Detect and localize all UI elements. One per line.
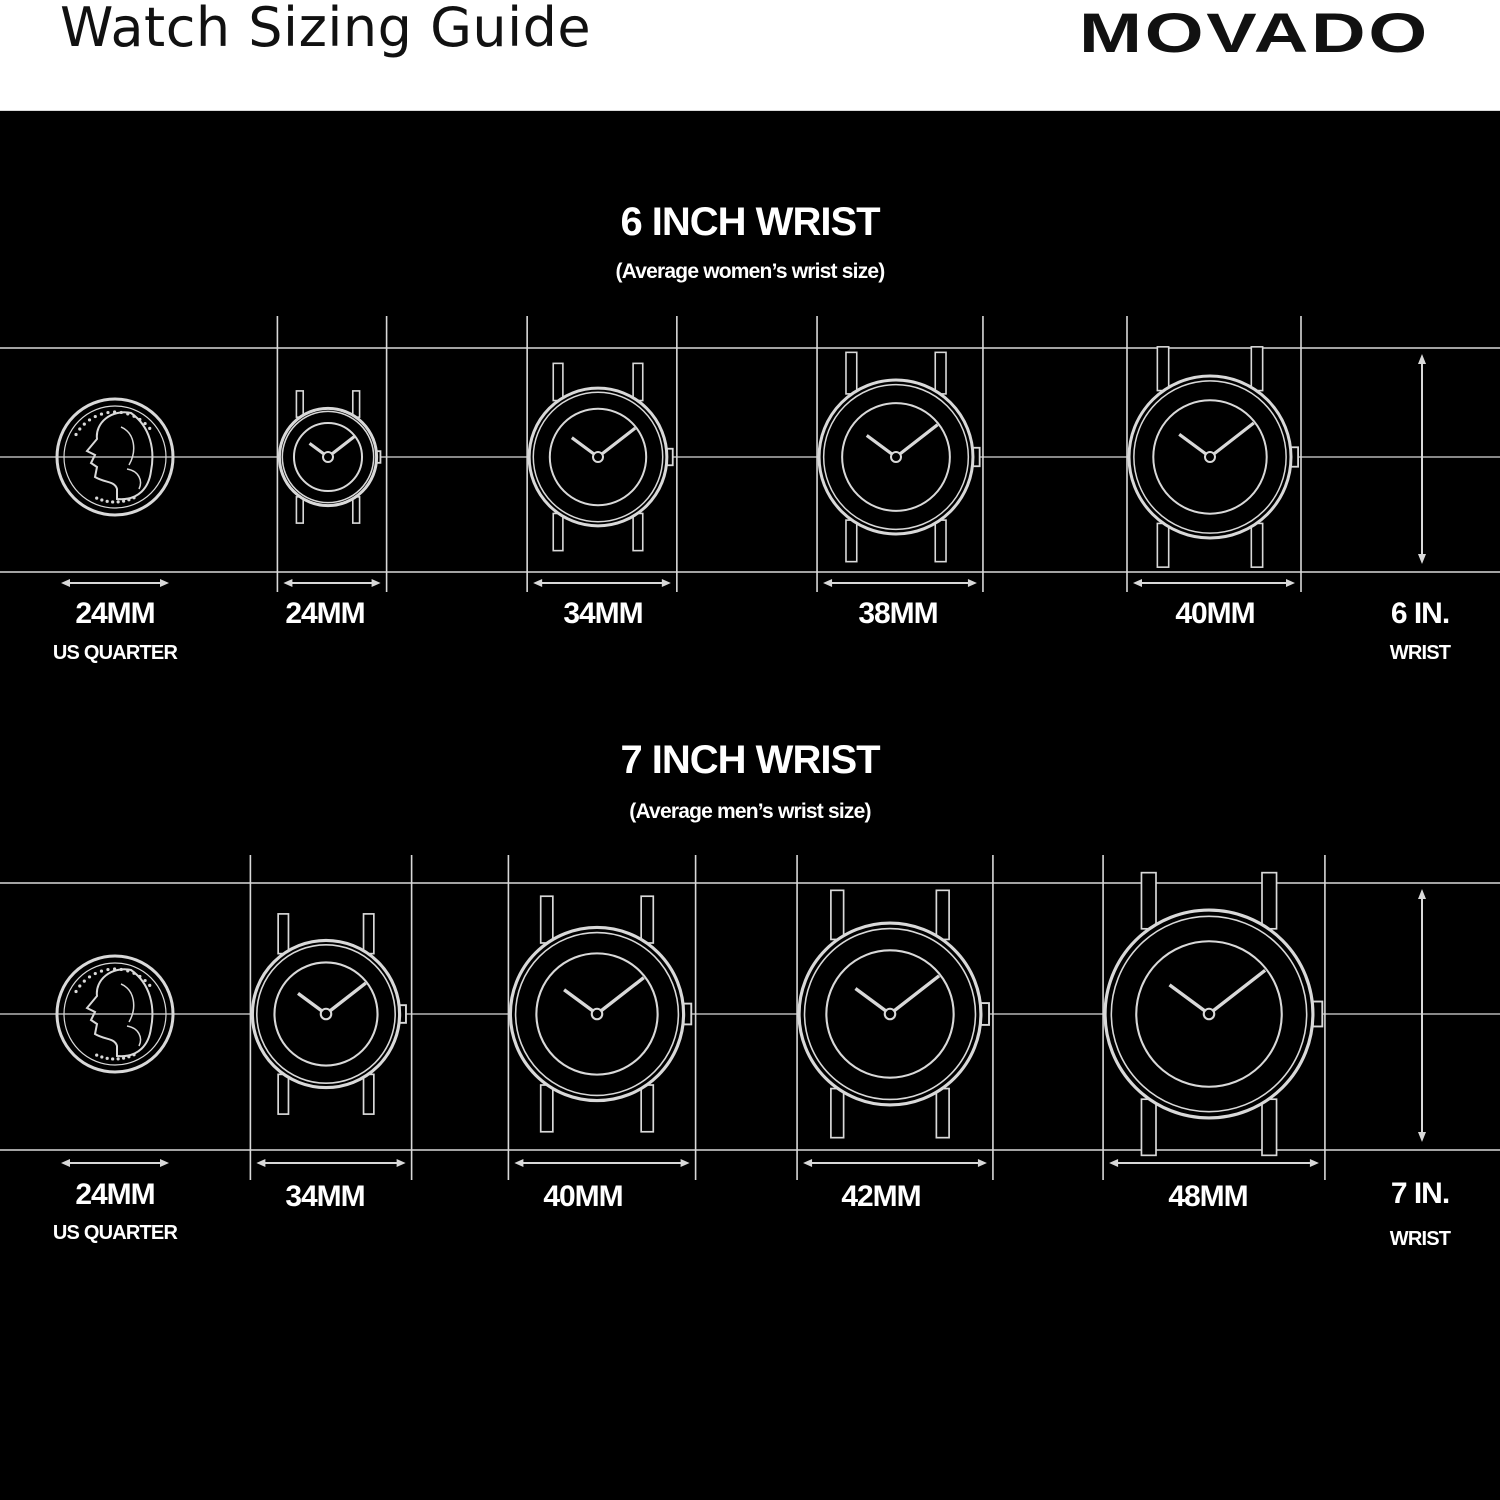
date-mark: [127, 1055, 130, 1058]
legend-letter-mark: [74, 990, 77, 993]
section-title-6-inch: 6 INCH WRIST: [620, 200, 880, 244]
arrow-head: [803, 1159, 812, 1167]
date-mark: [106, 1057, 109, 1060]
watch-lug: [1141, 873, 1156, 929]
watch-lug: [633, 363, 643, 400]
watch-lug: [364, 914, 374, 954]
date-mark: [117, 500, 120, 503]
watch-size-label: 38MM: [858, 597, 938, 630]
arrow-head: [978, 1159, 987, 1167]
watch-lug: [296, 391, 303, 417]
arrow-head: [968, 579, 977, 587]
watch-size-label: 34MM: [285, 1180, 365, 1213]
section-subtitle-6-inch: (Average women’s wrist size): [615, 260, 885, 283]
legend-letter-mark: [113, 410, 116, 413]
quarter-size-label: 24MM: [75, 1178, 155, 1211]
center-pin: [1204, 1009, 1215, 1020]
legend-letter-mark: [144, 422, 147, 425]
legend-letter-mark: [78, 427, 81, 430]
date-mark: [132, 496, 135, 499]
watch-lug: [1251, 347, 1262, 391]
legend-letter-mark: [106, 968, 109, 971]
watch-lug: [1157, 347, 1168, 391]
watch-lug: [846, 352, 857, 394]
center-pin: [891, 452, 901, 462]
quarter-caption: US QUARTER: [52, 642, 178, 664]
watch-lug: [831, 1089, 844, 1138]
watch-lug: [296, 497, 303, 523]
date-mark: [111, 1057, 114, 1060]
legend-letter-mark: [88, 975, 91, 978]
arrow-head: [1133, 579, 1142, 587]
legend-letter-mark: [148, 427, 151, 430]
arrow-head: [823, 579, 832, 587]
arrow-head: [372, 579, 381, 587]
legend-letter-mark: [144, 979, 147, 982]
center-pin: [1205, 452, 1215, 462]
arrow-head: [61, 579, 70, 587]
watch-lug: [353, 497, 360, 523]
date-mark: [127, 498, 130, 501]
watch-lug: [846, 520, 857, 562]
arrow-head: [283, 579, 292, 587]
date-mark: [100, 1055, 103, 1058]
date-mark: [122, 1057, 125, 1060]
watch-lug: [935, 520, 946, 562]
watch-lug: [633, 513, 643, 550]
date-mark: [95, 1054, 98, 1057]
arrow-head: [397, 1159, 406, 1167]
legend-letter-mark: [126, 412, 129, 415]
washington-portrait-icon: [87, 969, 152, 1056]
center-pin: [321, 1009, 332, 1020]
watch-lug: [541, 1085, 553, 1132]
watch-lug: [364, 1074, 374, 1114]
header: [0, 0, 1500, 111]
wrist-size-label: 6 IN.: [1390, 597, 1450, 630]
watch-size-label: 48MM: [1168, 1180, 1248, 1213]
watch-lug: [935, 352, 946, 394]
legend-letter-mark: [113, 967, 116, 970]
watch-size-label: 40MM: [543, 1180, 623, 1213]
wrist-caption: WRIST: [1389, 642, 1451, 664]
watch-size-label: 34MM: [563, 597, 643, 630]
arrow-head: [1418, 354, 1426, 364]
brand-logo: MOVADO: [1079, 1, 1430, 64]
legend-letter-mark: [138, 975, 141, 978]
arrow-head: [160, 579, 169, 587]
center-pin: [885, 1009, 896, 1020]
watch-lug: [553, 513, 563, 550]
watch-size-label: 24MM: [285, 597, 365, 630]
quarter-size-label: 24MM: [75, 597, 155, 630]
legend-letter-mark: [126, 969, 129, 972]
date-mark: [122, 500, 125, 503]
legend-letter-mark: [120, 411, 123, 414]
wrist-caption: WRIST: [1389, 1228, 1451, 1250]
legend-letter-mark: [88, 418, 91, 421]
hair-line: [121, 984, 134, 1022]
washington-portrait-icon: [87, 412, 152, 499]
legend-letter-mark: [138, 418, 141, 421]
arrow-head: [681, 1159, 690, 1167]
legend-letter-mark: [100, 969, 103, 972]
watch-lug: [641, 896, 653, 943]
watch-size-label: 42MM: [841, 1180, 921, 1213]
legend-letter-mark: [148, 984, 151, 987]
legend-letter-mark: [106, 411, 109, 414]
legend-letter-mark: [132, 415, 135, 418]
watch-lug: [353, 391, 360, 417]
arrow-head: [514, 1159, 523, 1167]
watch-lug: [1262, 1099, 1277, 1155]
arrow-head: [160, 1159, 169, 1167]
center-pin: [592, 1009, 603, 1020]
legend-letter-mark: [78, 984, 81, 987]
legend-letter-mark: [83, 979, 86, 982]
hair-ribbon: [127, 469, 141, 489]
section-title-7-inch: 7 INCH WRIST: [620, 738, 880, 782]
legend-letter-mark: [94, 972, 97, 975]
date-mark: [100, 498, 103, 501]
arrow-head: [61, 1159, 70, 1167]
watch-lug: [541, 896, 553, 943]
date-mark: [95, 497, 98, 500]
sizing-row-6-inch: [0, 300, 1500, 610]
watch-lug: [936, 890, 949, 939]
hair-ribbon: [127, 1026, 141, 1046]
date-mark: [117, 1057, 120, 1060]
arrow-head: [1418, 554, 1426, 564]
wrist-size-label: 7 IN.: [1390, 1177, 1450, 1210]
watch-size-label: 40MM: [1175, 597, 1255, 630]
arrow-head: [1418, 889, 1426, 899]
watch-lug: [831, 890, 844, 939]
legend-letter-mark: [83, 422, 86, 425]
arrow-head: [1310, 1159, 1319, 1167]
arrow-head: [533, 579, 542, 587]
arrow-head: [1418, 1132, 1426, 1142]
arrow-head: [256, 1159, 265, 1167]
watch-lug: [1251, 523, 1262, 567]
watch-lug: [641, 1085, 653, 1132]
legend-letter-mark: [120, 968, 123, 971]
arrow-head: [662, 579, 671, 587]
section-subtitle-7-inch: (Average men’s wrist size): [629, 800, 871, 823]
watch-lug: [553, 363, 563, 400]
date-mark: [111, 500, 114, 503]
legend-letter-mark: [74, 433, 77, 436]
arrow-head: [1286, 579, 1295, 587]
arrow-head: [1109, 1159, 1118, 1167]
sizing-row-7-inch: [0, 845, 1500, 1190]
quarter-caption: US QUARTER: [52, 1222, 178, 1244]
hair-line: [121, 427, 134, 465]
legend-letter-mark: [132, 972, 135, 975]
date-mark: [106, 500, 109, 503]
watch-lug: [278, 1074, 288, 1114]
legend-letter-mark: [100, 412, 103, 415]
center-pin: [323, 452, 333, 462]
watch-lug: [1262, 873, 1277, 929]
watch-lug: [936, 1089, 949, 1138]
watch-lug: [1141, 1099, 1156, 1155]
legend-letter-mark: [94, 415, 97, 418]
date-mark: [132, 1053, 135, 1056]
watch-lug: [1157, 523, 1168, 567]
page-title: Watch Sizing Guide: [60, 0, 592, 59]
center-pin: [593, 452, 603, 462]
watch-lug: [278, 914, 288, 954]
